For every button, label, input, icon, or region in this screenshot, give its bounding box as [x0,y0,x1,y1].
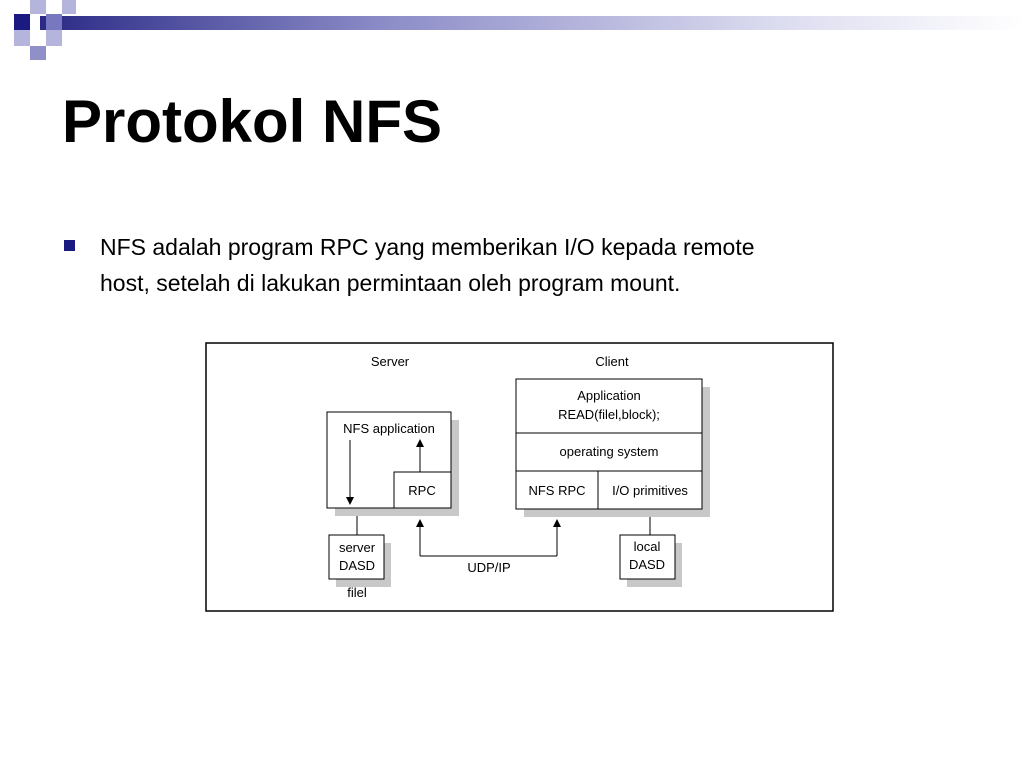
filel-label: filel [347,585,367,600]
udp-ip-label: UDP/IP [467,560,511,575]
read-call-label: READ(filel,block); [558,407,660,422]
operating-system-label: operating system [559,444,659,459]
client-label: Client [595,354,629,369]
local-dasd-label: local [633,539,661,554]
nfs-rpc-label: NFS RPC [528,483,586,498]
slide-title: Protokol NFS [62,88,443,155]
nfs-application-label: NFS application [343,421,435,436]
io-primitives-label: I/O primitives [612,483,688,498]
server-dasd-label: DASD [338,558,376,573]
server-dasd-label: server [338,540,376,555]
bullet-line: NFS adalah program RPC yang memberikan I/O kepada remote [100,234,755,260]
server-label: Server [370,354,410,369]
rpc-label: RPC [408,483,436,498]
bullet-line: host, setelah di lakukan permintaan oleh program mount. [100,270,681,296]
local-dasd-label: DASD [628,557,666,572]
application-label: Application [577,388,641,403]
